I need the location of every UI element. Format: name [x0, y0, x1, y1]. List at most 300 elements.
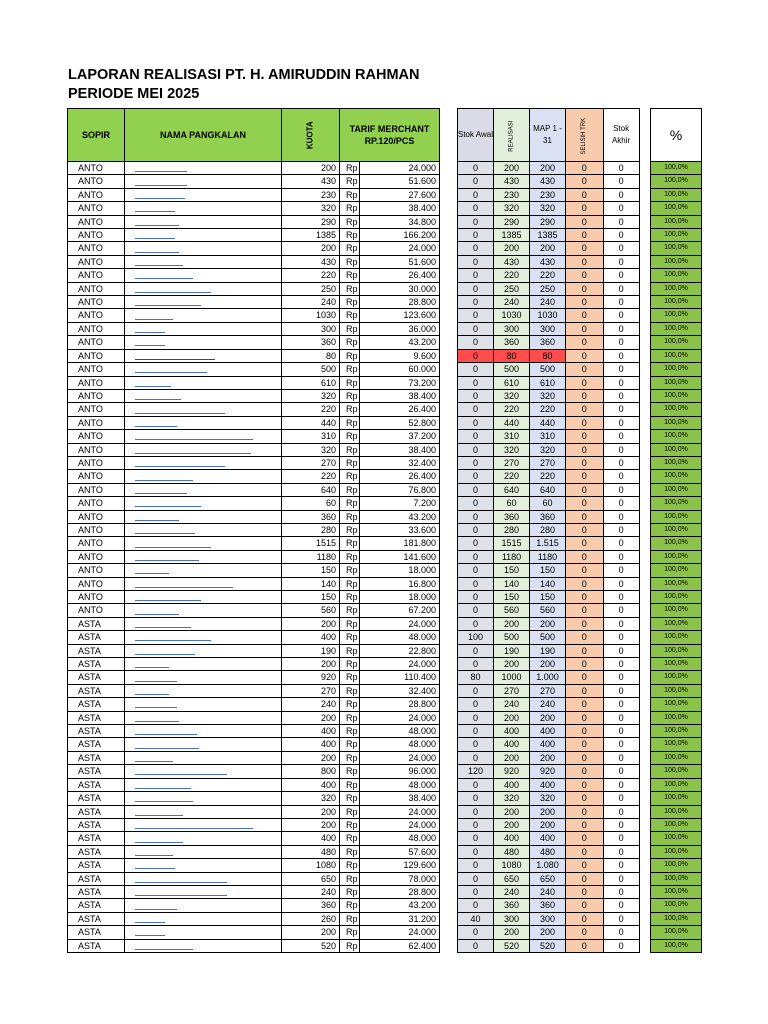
percent-cell: 100,0% [651, 912, 702, 925]
pangkalan-link[interactable] [135, 392, 181, 400]
table-row [68, 376, 440, 389]
kuota-cell: 240 [282, 698, 340, 711]
percent-cell: 100,0% [651, 242, 702, 255]
percent-cell: 100,0% [651, 805, 702, 818]
rp-label-cell: Rp [340, 939, 360, 952]
kuota-cell: 920 [282, 671, 340, 684]
table-row [651, 631, 702, 644]
stok-akhir-cell: 0 [603, 322, 639, 335]
map-cell: 500 [530, 363, 566, 376]
stok-awal-cell: 0 [458, 792, 494, 805]
table-row [458, 296, 640, 309]
table-row [458, 939, 640, 952]
percent-cell: 100,0% [651, 885, 702, 898]
pangkalan-link[interactable] [135, 566, 169, 574]
selisih-cell: 0 [566, 255, 604, 268]
stok-awal-cell: 0 [458, 389, 494, 402]
map-cell: 200 [530, 711, 566, 724]
header-realisasi-label: REALISASI [508, 120, 515, 152]
table-row [458, 818, 640, 831]
realisasi-cell: 650 [494, 872, 530, 885]
rp-label-cell: Rp [340, 322, 360, 335]
pangkalan-link[interactable] [135, 767, 227, 775]
stok-awal-cell: 0 [458, 859, 494, 872]
realisasi-cell: 500 [494, 631, 530, 644]
table-row [68, 537, 440, 550]
pangkalan-link[interactable] [135, 741, 199, 749]
map-cell: 320 [530, 792, 566, 805]
realisasi-cell: 400 [494, 725, 530, 738]
rp-label-cell: Rp [340, 751, 360, 764]
nama-pangkalan-cell [125, 591, 282, 604]
tarif-cell: 24.000 [360, 818, 440, 831]
table-row [458, 229, 640, 242]
pangkalan-link[interactable] [135, 794, 193, 802]
pangkalan-link[interactable] [135, 191, 185, 199]
pangkalan-link[interactable] [135, 687, 169, 695]
tarif-cell: 78.000 [360, 872, 440, 885]
realisasi-cell: 320 [494, 792, 530, 805]
map-cell: 920 [530, 765, 566, 778]
selisih-cell: 0 [566, 403, 604, 416]
table-row [458, 805, 640, 818]
selisih-cell: 0 [566, 470, 604, 483]
map-cell: 280 [530, 523, 566, 536]
table-row [68, 684, 440, 697]
rp-label-cell: Rp [340, 644, 360, 657]
kuota-cell: 360 [282, 510, 340, 523]
stok-akhir-cell: 0 [603, 792, 639, 805]
nama-pangkalan-cell [125, 738, 282, 751]
table-row [651, 202, 702, 215]
nama-pangkalan-cell [125, 403, 282, 416]
map-cell: 320 [530, 202, 566, 215]
map-cell: 290 [530, 215, 566, 228]
pangkalan-link[interactable] [135, 915, 165, 923]
stok-akhir-cell: 0 [603, 282, 639, 295]
rp-label-cell: Rp [340, 738, 360, 751]
stok-awal-cell: 0 [458, 872, 494, 885]
stok-akhir-cell: 0 [603, 416, 639, 429]
realisasi-cell: 200 [494, 658, 530, 671]
table-row [651, 939, 702, 952]
pangkalan-link[interactable] [135, 298, 201, 306]
rp-label-cell: Rp [340, 885, 360, 898]
kuota-cell: 200 [282, 658, 340, 671]
stok-akhir-cell: 0 [603, 389, 639, 402]
header-selisih-label: SELISIH TRK [581, 117, 588, 155]
tarif-cell: 18.000 [360, 564, 440, 577]
kuota-cell: 150 [282, 564, 340, 577]
table-row [651, 376, 702, 389]
selisih-cell: 0 [566, 322, 604, 335]
pangkalan-link[interactable] [135, 835, 183, 843]
sopir-cell: ASTA [68, 845, 125, 858]
tarif-cell: 24.000 [360, 751, 440, 764]
table-row [458, 591, 640, 604]
pangkalan-link[interactable] [135, 379, 171, 387]
tarif-cell: 36.000 [360, 322, 440, 335]
percent-cell: 100,0% [651, 349, 702, 362]
table-row [68, 617, 440, 630]
tarif-cell: 181.800 [360, 537, 440, 550]
sopir-cell: ASTA [68, 698, 125, 711]
tarif-cell: 24.000 [360, 242, 440, 255]
kuota-cell: 430 [282, 175, 340, 188]
pangkalan-link[interactable] [135, 647, 195, 655]
realisasi-cell: 1385 [494, 229, 530, 242]
map-cell: 150 [530, 591, 566, 604]
pangkalan-link[interactable] [135, 540, 211, 548]
realisasi-cell: 520 [494, 939, 530, 952]
sopir-cell: ANTO [68, 604, 125, 617]
header-tarif-label: TARIF MERCHANT RP.120/PCS [349, 123, 430, 146]
rp-label-cell: Rp [340, 376, 360, 389]
pangkalan-link[interactable] [135, 432, 253, 440]
stok-awal-cell: 0 [458, 738, 494, 751]
realisasi-cell: 290 [494, 215, 530, 228]
table-row [68, 778, 440, 791]
table-row [651, 537, 702, 550]
stok-akhir-cell: 0 [603, 738, 639, 751]
pangkalan-link[interactable] [135, 593, 201, 601]
pangkalan-link[interactable] [135, 902, 177, 910]
kuota-cell: 280 [282, 523, 340, 536]
pangkalan-link[interactable] [135, 285, 211, 293]
stok-akhir-cell: 0 [603, 859, 639, 872]
kuota-cell: 270 [282, 456, 340, 469]
pangkalan-link[interactable] [135, 942, 193, 950]
percent-cell: 100,0% [651, 550, 702, 563]
tarif-cell: 43.200 [360, 899, 440, 912]
rp-label-cell: Rp [340, 711, 360, 724]
header-stok-awal [458, 109, 494, 162]
percent-cell: 100,0% [651, 269, 702, 282]
pangkalan-link[interactable] [135, 338, 165, 346]
realisasi-cell: 560 [494, 604, 530, 617]
realisasi-cell: 230 [494, 188, 530, 201]
stok-akhir-cell: 0 [603, 564, 639, 577]
table-row [458, 242, 640, 255]
pangkalan-link[interactable] [135, 178, 187, 186]
pangkalan-link[interactable] [135, 245, 179, 253]
kuota-cell: 640 [282, 483, 340, 496]
table-row [68, 792, 440, 805]
table-row [458, 872, 640, 885]
percent-cell: 100,0% [651, 617, 702, 630]
kuota-cell: 400 [282, 832, 340, 845]
table-row [68, 255, 440, 268]
sopir-cell: ANTO [68, 175, 125, 188]
pangkalan-link[interactable] [135, 754, 173, 762]
table-row [458, 859, 640, 872]
realisasi-cell: 200 [494, 711, 530, 724]
stok-awal-cell: 100 [458, 631, 494, 644]
sopir-cell: ANTO [68, 456, 125, 469]
selisih-cell: 0 [566, 523, 604, 536]
table-row [68, 591, 440, 604]
kuota-cell: 150 [282, 591, 340, 604]
kuota-cell: 300 [282, 322, 340, 335]
pangkalan-link[interactable] [135, 808, 183, 816]
realisasi-cell: 220 [494, 470, 530, 483]
map-cell: 240 [530, 698, 566, 711]
realisasi-cell: 200 [494, 242, 530, 255]
selisih-cell: 0 [566, 872, 604, 885]
kuota-cell: 1030 [282, 309, 340, 322]
tarif-cell: 38.400 [360, 202, 440, 215]
pangkalan-link[interactable] [135, 875, 227, 883]
pangkalan-link[interactable] [135, 674, 177, 682]
tarif-cell: 43.200 [360, 336, 440, 349]
kuota-cell: 200 [282, 617, 340, 630]
selisih-cell: 0 [566, 188, 604, 201]
pangkalan-link[interactable] [135, 620, 191, 628]
pangkalan-link[interactable] [135, 700, 177, 708]
selisih-cell: 0 [566, 832, 604, 845]
kuota-cell: 270 [282, 684, 340, 697]
table-row [651, 403, 702, 416]
rp-label-cell: Rp [340, 175, 360, 188]
rp-label-cell: Rp [340, 403, 360, 416]
realisasi-cell: 240 [494, 698, 530, 711]
stok-akhir-cell: 0 [603, 175, 639, 188]
sopir-cell: ANTO [68, 523, 125, 536]
percent-cell: 100,0% [651, 456, 702, 469]
sopir-cell: ANTO [68, 188, 125, 201]
stok-akhir-cell: 0 [603, 765, 639, 778]
table-row [458, 617, 640, 630]
pangkalan-link[interactable] [135, 164, 187, 172]
stok-awal-cell: 0 [458, 430, 494, 443]
pangkalan-link[interactable] [135, 218, 179, 226]
table-row [651, 175, 702, 188]
tarif-cell: 28.800 [360, 698, 440, 711]
tarif-cell: 32.400 [360, 456, 440, 469]
table-row [651, 282, 702, 295]
pangkalan-link[interactable] [135, 499, 201, 507]
map-cell: 80 [530, 349, 566, 362]
kuota-cell: 360 [282, 336, 340, 349]
kuota-cell: 320 [282, 443, 340, 456]
tarif-cell: 27.600 [360, 188, 440, 201]
kuota-cell: 230 [282, 188, 340, 201]
pangkalan-link[interactable] [135, 446, 251, 454]
pangkalan-link[interactable] [135, 459, 225, 467]
percent-cell: 100,0% [651, 430, 702, 443]
tarif-cell: 110.400 [360, 671, 440, 684]
table-row [651, 658, 702, 671]
realisasi-cell: 80 [494, 349, 530, 362]
rp-label-cell: Rp [340, 845, 360, 858]
realisasi-cell: 360 [494, 510, 530, 523]
realisasi-cell: 1180 [494, 550, 530, 563]
table-row [458, 711, 640, 724]
pangkalan-link[interactable] [135, 714, 179, 722]
stok-awal-cell: 0 [458, 456, 494, 469]
header-selisih [566, 109, 604, 162]
tarif-cell: 166.200 [360, 229, 440, 242]
pangkalan-link[interactable] [135, 633, 211, 641]
nama-pangkalan-cell [125, 926, 282, 939]
sopir-cell: ANTO [68, 497, 125, 510]
stok-awal-cell: 0 [458, 725, 494, 738]
pangkalan-link[interactable] [135, 848, 173, 856]
stok-akhir-cell: 0 [603, 229, 639, 242]
stok-akhir-cell: 0 [603, 751, 639, 764]
realisasi-cell: 610 [494, 376, 530, 389]
pangkalan-link[interactable] [135, 473, 193, 481]
sopir-cell: ASTA [68, 644, 125, 657]
header-realisasi [494, 109, 530, 162]
map-cell: 360 [530, 336, 566, 349]
pangkalan-link[interactable] [135, 861, 175, 869]
tarif-cell: 43.200 [360, 510, 440, 523]
stok-akhir-cell: 0 [603, 296, 639, 309]
stok-awal-cell: 0 [458, 349, 494, 362]
pangkalan-link[interactable] [135, 258, 183, 266]
nama-pangkalan-cell [125, 832, 282, 845]
sopir-cell: ASTA [68, 792, 125, 805]
map-cell: 230 [530, 188, 566, 201]
realisasi-cell: 150 [494, 564, 530, 577]
table-row [68, 282, 440, 295]
realisasi-cell: 150 [494, 591, 530, 604]
stok-awal-cell: 0 [458, 604, 494, 617]
table-row [68, 470, 440, 483]
percent-cell: 100,0% [651, 684, 702, 697]
stok-awal-cell: 0 [458, 564, 494, 577]
nama-pangkalan-cell [125, 389, 282, 402]
nama-pangkalan-cell [125, 885, 282, 898]
nama-pangkalan-cell [125, 818, 282, 831]
stok-akhir-cell: 0 [603, 550, 639, 563]
sopir-cell: ANTO [68, 349, 125, 362]
percent-cell: 100,0% [651, 416, 702, 429]
pangkalan-link[interactable] [135, 486, 187, 494]
tarif-cell: 30.000 [360, 282, 440, 295]
stok-akhir-cell: 0 [603, 698, 639, 711]
pangkalan-link[interactable] [135, 781, 191, 789]
stok-awal-cell: 0 [458, 162, 494, 175]
table-row [458, 631, 640, 644]
pangkalan-link[interactable] [135, 204, 175, 212]
selisih-cell: 0 [566, 631, 604, 644]
stok-akhir-cell: 0 [603, 778, 639, 791]
stok-akhir-cell: 0 [603, 818, 639, 831]
nama-pangkalan-cell [125, 939, 282, 952]
percent-cell: 100,0% [651, 859, 702, 872]
pangkalan-link[interactable] [135, 406, 225, 414]
selisih-cell: 0 [566, 296, 604, 309]
pangkalan-link[interactable] [135, 271, 193, 279]
kuota-cell: 650 [282, 872, 340, 885]
nama-pangkalan-cell [125, 242, 282, 255]
realisasi-cell: 320 [494, 389, 530, 402]
stok-akhir-cell: 0 [603, 242, 639, 255]
table-row [651, 617, 702, 630]
percent-cell: 100,0% [651, 698, 702, 711]
kuota-cell: 200 [282, 818, 340, 831]
kuota-cell: 400 [282, 738, 340, 751]
pangkalan-link[interactable] [135, 888, 227, 896]
pangkalan-link[interactable] [135, 727, 197, 735]
pangkalan-link[interactable] [135, 419, 177, 427]
sopir-cell: ASTA [68, 885, 125, 898]
stok-akhir-cell: 0 [603, 926, 639, 939]
stok-awal-cell: 0 [458, 899, 494, 912]
rp-label-cell: Rp [340, 899, 360, 912]
rp-label-cell: Rp [340, 926, 360, 939]
pangkalan-link[interactable] [135, 928, 165, 936]
stok-awal-cell: 0 [458, 577, 494, 590]
kuota-cell: 220 [282, 470, 340, 483]
pangkalan-link[interactable] [135, 231, 175, 239]
rp-label-cell: Rp [340, 550, 360, 563]
table-row [68, 336, 440, 349]
map-cell: 150 [530, 564, 566, 577]
pangkalan-link[interactable] [135, 325, 165, 333]
sopir-cell: ASTA [68, 872, 125, 885]
table-row [68, 671, 440, 684]
table-row [458, 604, 640, 617]
pangkalan-link[interactable] [135, 580, 233, 588]
realisasi-cell: 240 [494, 885, 530, 898]
table-row [651, 872, 702, 885]
pangkalan-link[interactable] [135, 821, 253, 829]
pangkalan-link[interactable] [135, 660, 169, 668]
table-row [68, 912, 440, 925]
tarif-cell: 7.200 [360, 497, 440, 510]
rp-label-cell: Rp [340, 349, 360, 362]
percent-table [650, 108, 702, 953]
pangkalan-link[interactable] [135, 607, 179, 615]
header-stok-awal-label: Stok Awal [458, 129, 493, 139]
pangkalan-link[interactable] [135, 553, 199, 561]
sopir-cell: ANTO [68, 202, 125, 215]
percent-cell: 100,0% [651, 403, 702, 416]
sopir-cell: ASTA [68, 725, 125, 738]
tarif-cell: 76.800 [360, 483, 440, 496]
rp-label-cell: Rp [340, 470, 360, 483]
rp-label-cell: Rp [340, 456, 360, 469]
realisasi-cell: 190 [494, 644, 530, 657]
map-cell: 650 [530, 872, 566, 885]
map-cell: 320 [530, 443, 566, 456]
stok-akhir-cell: 0 [603, 215, 639, 228]
pangkalan-link[interactable] [135, 526, 195, 534]
pangkalan-link[interactable] [135, 513, 179, 521]
map-cell: 200 [530, 818, 566, 831]
rp-label-cell: Rp [340, 215, 360, 228]
pangkalan-link[interactable] [135, 312, 173, 320]
rp-label-cell: Rp [340, 577, 360, 590]
table-row [68, 242, 440, 255]
realisasi-table-header [458, 109, 640, 162]
table-row [651, 765, 702, 778]
kuota-cell: 520 [282, 939, 340, 952]
stok-akhir-cell: 0 [603, 443, 639, 456]
percent-cell: 100,0% [651, 658, 702, 671]
table-row [458, 202, 640, 215]
pangkalan-link[interactable] [135, 352, 215, 360]
table-row [651, 443, 702, 456]
selisih-cell: 0 [566, 497, 604, 510]
pangkalan-link[interactable] [135, 365, 207, 373]
nama-pangkalan-cell [125, 725, 282, 738]
stok-awal-cell: 0 [458, 939, 494, 952]
rp-label-cell: Rp [340, 309, 360, 322]
